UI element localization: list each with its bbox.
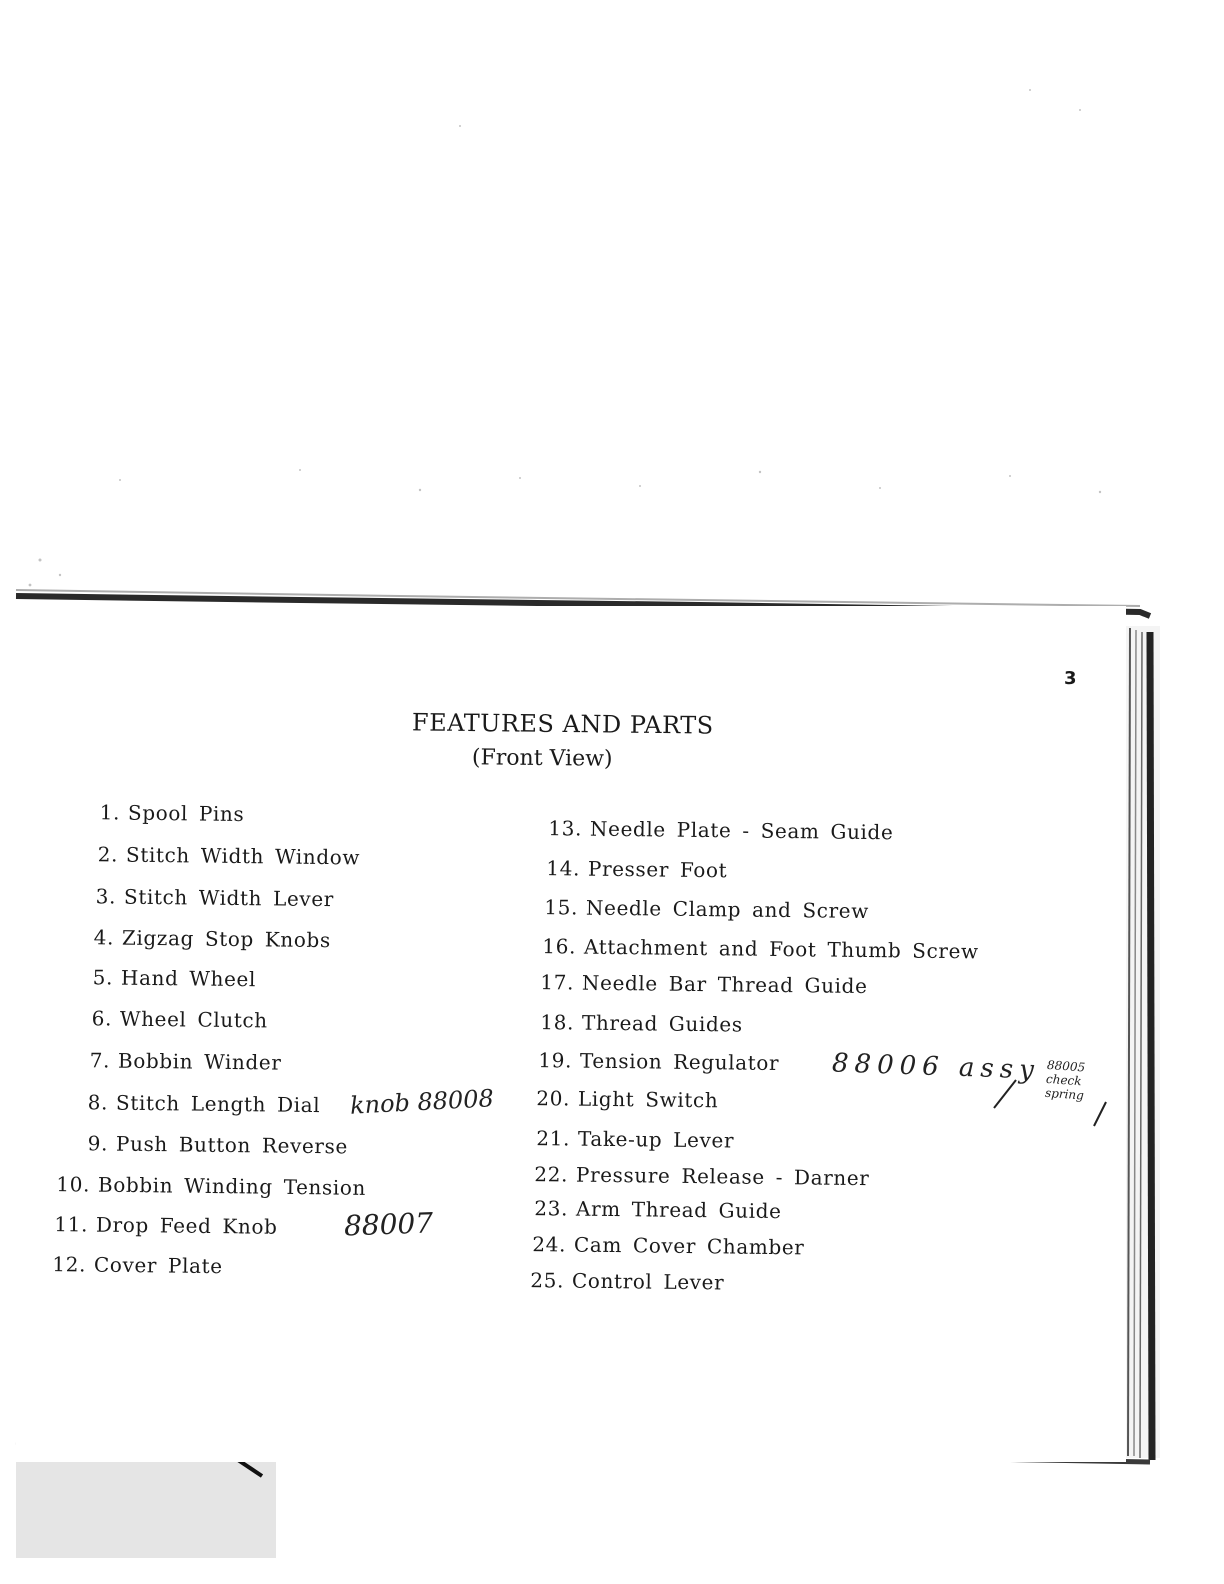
item-number: 6.	[91, 1006, 113, 1031]
item-number: 15.	[544, 895, 579, 920]
list-item	[74, 925, 331, 952]
handwritten-note-item19: 88006 assy	[831, 1048, 1041, 1086]
item-label: Wheel Clutch	[119, 1006, 268, 1033]
item-label: Bobbin Winding Tension	[97, 1172, 367, 1200]
item-label: Needle Bar Thread Guide	[581, 970, 868, 999]
item-label: Pressure Release - Darner	[575, 1162, 870, 1191]
handwritten-note-item8: knob 88008	[349, 1084, 495, 1120]
item-label: Attachment and Foot Thumb Screw	[583, 934, 979, 964]
list-item	[538, 895, 869, 923]
item-label: Take-up Lever	[577, 1126, 735, 1153]
handwritten-note-item11: 88007	[343, 1206, 434, 1243]
page-title: FEATURES AND PARTS	[411, 708, 714, 740]
list-item	[528, 1196, 782, 1223]
handwritten-slash	[990, 1078, 1020, 1110]
item-number: 23.	[534, 1196, 569, 1221]
list-item	[76, 884, 334, 911]
item-label: Stitch Length Dial	[115, 1090, 321, 1118]
list-item	[48, 1212, 278, 1239]
item-number: 4.	[93, 925, 115, 950]
list-item	[70, 1048, 282, 1075]
list-item	[78, 842, 360, 869]
list-item	[524, 1268, 725, 1294]
item-number: 11.	[54, 1212, 89, 1237]
item-label: Needle Clamp and Screw	[585, 895, 870, 924]
item-number: 20.	[536, 1086, 571, 1111]
list-item	[50, 1172, 366, 1200]
item-number: 21.	[536, 1126, 571, 1151]
list-item	[534, 970, 868, 998]
list-item	[542, 816, 894, 844]
item-label: Zigzag Stop Knobs	[121, 925, 331, 953]
item-label: Hand Wheel	[120, 965, 257, 992]
item-number: 22.	[534, 1162, 569, 1187]
item-number: 5.	[92, 965, 114, 990]
item-label: Stitch Width Lever	[123, 884, 335, 912]
handwritten-slash	[1090, 1100, 1110, 1130]
page-number: 3	[1064, 668, 1077, 689]
item-label: Bobbin Winder	[117, 1048, 282, 1075]
list-item	[80, 800, 245, 826]
item-label: Tension Regulator	[579, 1048, 780, 1076]
item-number: 25.	[530, 1268, 565, 1293]
item-number: 1.	[99, 800, 121, 825]
item-number: 10.	[56, 1172, 91, 1197]
item-number: 7.	[89, 1048, 111, 1073]
list-item	[534, 1010, 743, 1037]
item-label: Needle Plate - Seam Guide	[589, 816, 894, 845]
item-number: 2.	[97, 842, 119, 867]
item-label: Stitch Width Window	[125, 842, 361, 870]
item-label: Control Lever	[571, 1268, 725, 1295]
list-item	[528, 1162, 870, 1190]
item-number: 12.	[52, 1252, 87, 1277]
item-number: 13.	[548, 816, 583, 841]
list-item	[46, 1252, 223, 1278]
item-number: 18.	[540, 1010, 575, 1035]
item-label: Arm Thread Guide	[575, 1196, 782, 1224]
item-label: Thread Guides	[581, 1010, 743, 1037]
list-item	[530, 1086, 719, 1112]
item-number: 17.	[540, 970, 575, 995]
item-number: 24.	[532, 1232, 567, 1257]
list-item	[68, 1090, 321, 1117]
item-label: Cover Plate	[93, 1252, 223, 1279]
list-item	[73, 965, 256, 991]
list-item	[532, 1048, 779, 1075]
handwritten-note-margin: 88005 check spring	[1044, 1057, 1086, 1103]
item-number: 8.	[87, 1090, 109, 1115]
item-number: 3.	[95, 884, 117, 909]
item-label: Drop Feed Knob	[95, 1212, 278, 1239]
item-label: Presser Foot	[587, 856, 728, 883]
list-item	[540, 856, 728, 882]
item-number: 19.	[538, 1048, 573, 1073]
list-item	[68, 1131, 348, 1158]
item-label: Push Button Reverse	[115, 1131, 349, 1159]
list-item	[526, 1232, 805, 1259]
list-item	[530, 1126, 734, 1152]
item-number: 16.	[542, 934, 577, 959]
item-number: 14.	[546, 856, 581, 881]
page-subtitle: (Front View)	[471, 745, 613, 772]
list-item	[72, 1006, 268, 1032]
item-label: Cam Cover Chamber	[573, 1232, 805, 1260]
item-label: Light Switch	[577, 1086, 719, 1113]
item-number: 9.	[87, 1131, 109, 1156]
item-label: Spool Pins	[127, 800, 245, 827]
